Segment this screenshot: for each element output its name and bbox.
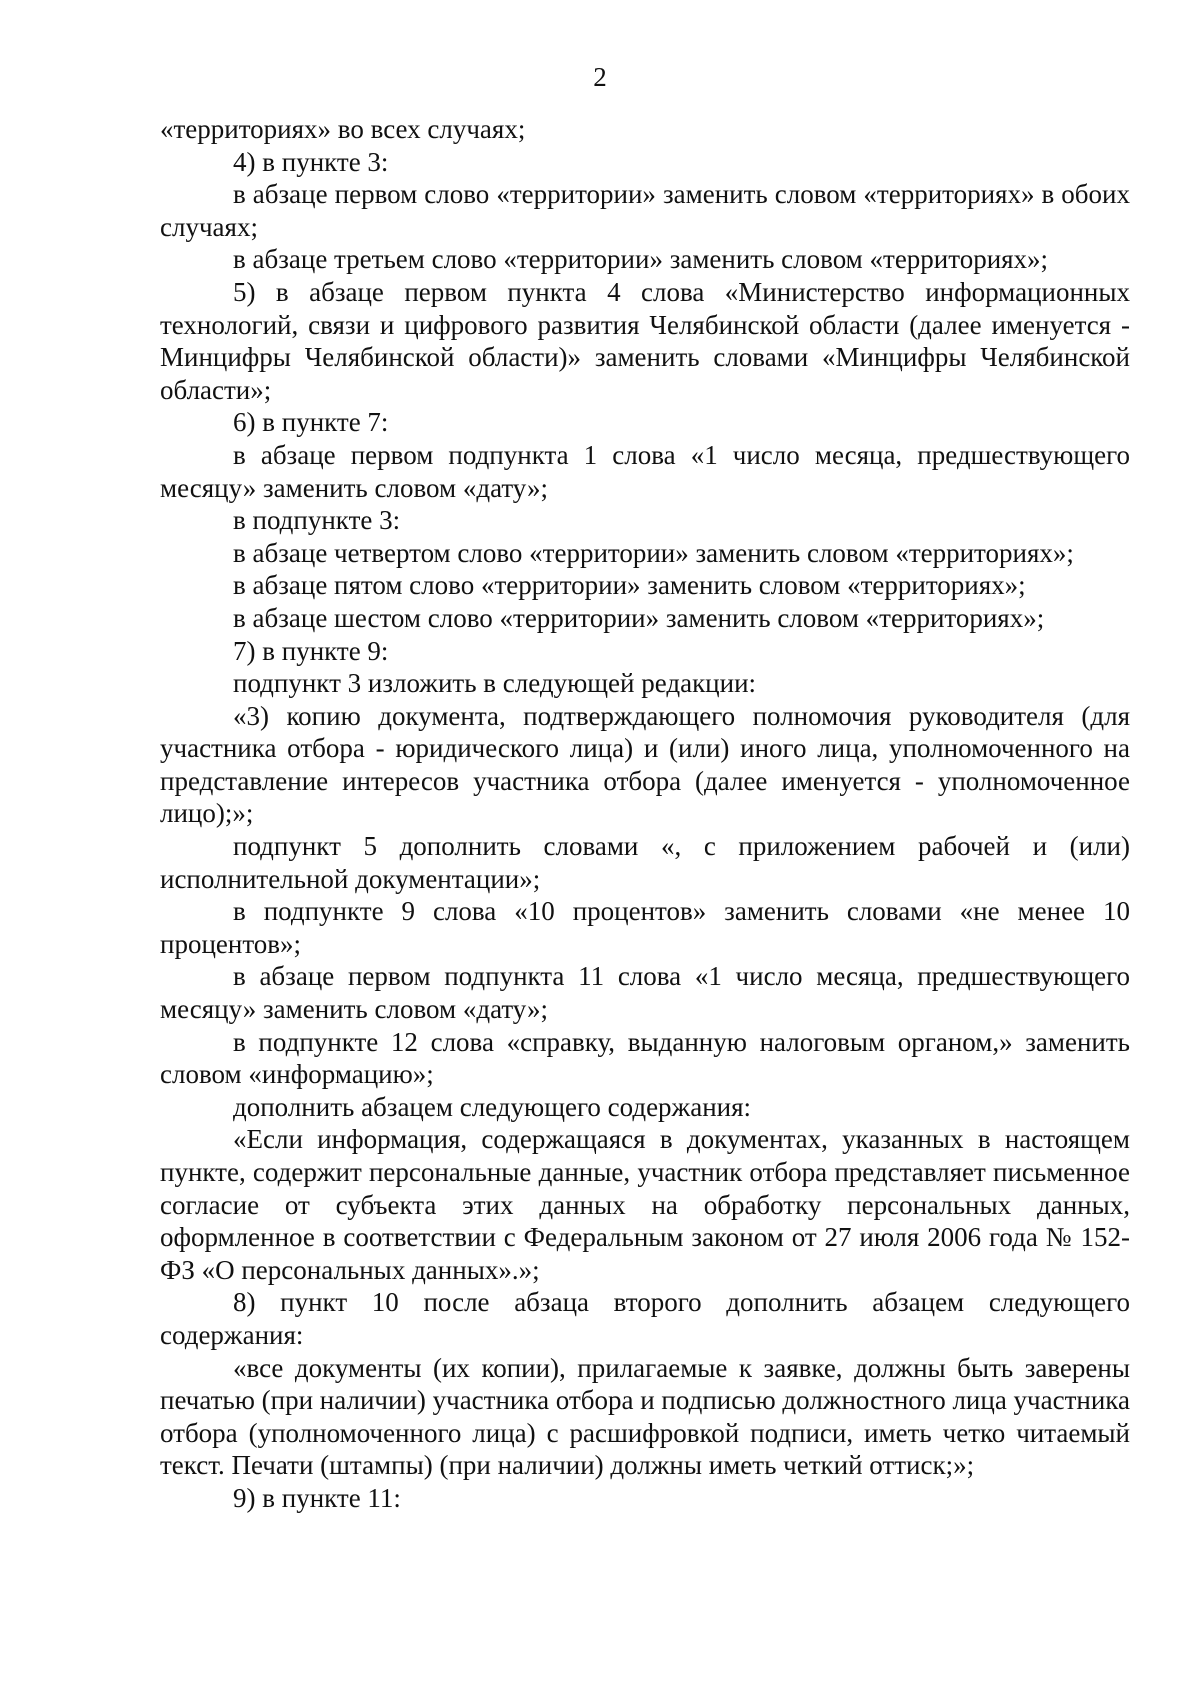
paragraph: в подпункте 12 слова «справку, выданную налоговым органом,» заменить словом «информацию»; bbox=[160, 1026, 1130, 1090]
paragraph: в абзаце первом подпункта 1 слова «1 число месяца, предшествующего месяцу» заменить словом «дату»; bbox=[160, 439, 1130, 503]
paragraph: подпункт 3 изложить в следующей редакции: bbox=[233, 668, 757, 699]
paragraph: 8) пункт 10 после абзаца второго дополнить абзацем следующего содержания: bbox=[160, 1287, 1130, 1350]
paragraph: 7) в пункте 9: bbox=[233, 635, 389, 666]
paragraph: в абзаце четвертом слово «территории» заменить словом «территориях»; bbox=[233, 537, 1074, 568]
paragraph: в абзаце шестом слово «территории» заменить словом «территориях»; bbox=[233, 602, 1045, 633]
paragraph: в абзаце третьем слово «территории» заменить словом «территориях»; bbox=[233, 244, 1049, 275]
paragraph: 9) в пункте 11: bbox=[233, 1482, 401, 1513]
paragraph: в подпункте 9 слова «10 процентов» заменить словами «не менее 10 процентов»; bbox=[160, 896, 1130, 959]
paragraph: 6) в пункте 7: bbox=[233, 407, 389, 438]
page-number: 2 bbox=[593, 62, 607, 92]
paragraph: в абзаце первом слово «территории» заменить словом «территориях» в обоих случаях; bbox=[160, 179, 1130, 242]
paragraph: в подпункте 3: bbox=[233, 505, 401, 536]
paragraph: в абзаце пятом слово «территории» заменить словом «территориях»; bbox=[233, 570, 1026, 601]
paragraph: подпункт 5 дополнить словами «, с приложением рабочей и (или) исполнительной документации»; bbox=[160, 831, 1130, 894]
paragraph: «все документы (их копии), прилагаемые к заявке, должны быть заверены печатью (при наличии) участника отбора и подписью должностного лица участника отбора (уполномоченного лица) с расшифровкой подписи, иметь четко читаемый текст. Печати (штампы) (при наличии) должны иметь четкий оттиск;»; bbox=[160, 1352, 1130, 1481]
paragraph: дополнить абзацем следующего содержания: bbox=[233, 1091, 752, 1122]
paragraph: в абзаце первом подпункта 11 слова «1 число месяца, предшествующего месяцу» заменить словом «дату»; bbox=[160, 961, 1130, 1025]
paragraph: «3) копию документа, подтверждающего полномочия руководителя (для участника отбора - юридического лица) и (или) иного лица, уполномоченного на представление интересов участника отбора (далее именуется - уполномоченное лицо);»; bbox=[160, 700, 1130, 829]
paragraph: 5) в абзаце первом пункта 4 слова «Министерство информационных технологий, связи и цифрового развития Челябинской области (далее именуется - Минцифры Челябинской области)» заменить словами «Минцифры Челябинской области»; bbox=[160, 276, 1130, 405]
document-body bbox=[160, 113, 1130, 1515]
paragraph: 4) в пункте 3: bbox=[233, 146, 389, 177]
paragraph: «Если информация, содержащаяся в документах, указанных в настоящем пункте, содержит персональные данные, участник отбора представляет письменное согласие от субъекта этих данных на обработку персональных данных, оформленное в соответствии с Федеральным законом от 27 июля 2006 года № 152-ФЗ «О персональных данных».»; bbox=[160, 1124, 1130, 1285]
paragraph: «территориях» во всех случаях; bbox=[160, 114, 526, 144]
